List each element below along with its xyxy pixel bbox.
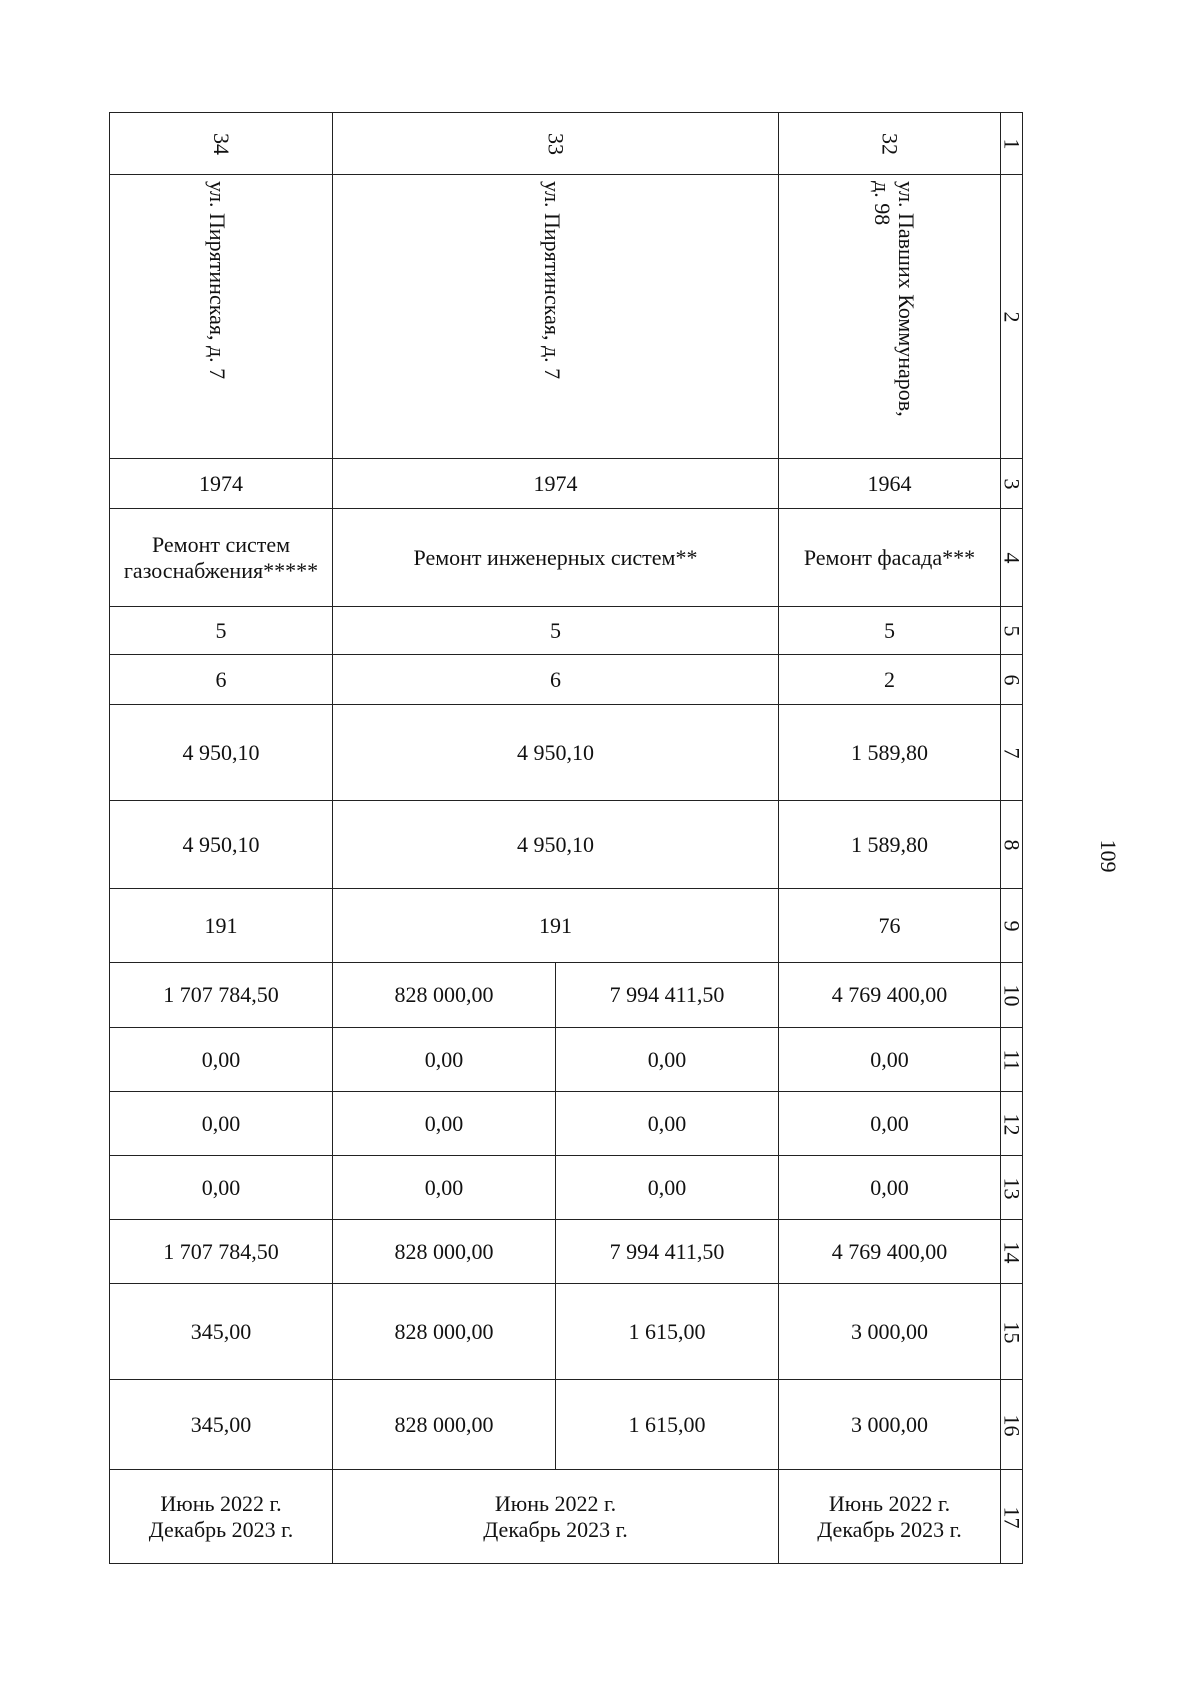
row-34-period: Июнь 2022 г. Декабрь 2023 г. [110, 1470, 333, 1564]
row-33-col10-b: 7 994 411,50 [556, 963, 779, 1028]
row-34-col15: 345,00 [110, 1284, 333, 1380]
column-index-7: 7 [1001, 705, 1023, 801]
row-34-col13: 0,00 [110, 1156, 333, 1220]
row-33-col7: 4 950,10 [333, 705, 779, 801]
row-32-col16: 3 000,00 [779, 1380, 1001, 1470]
row-33-col13-a: 0,00 [333, 1156, 556, 1220]
row-32-number: 32 [779, 113, 1001, 175]
column-index-8: 8 [1001, 801, 1023, 889]
row-33-col10-a: 828 000,00 [333, 963, 556, 1028]
row-34-col12: 0,00 [110, 1092, 333, 1156]
row-34-col16: 345,00 [110, 1380, 333, 1470]
column-index-1: 1 [1001, 113, 1023, 175]
column-index-13: 13 [1001, 1156, 1023, 1220]
column-index-15: 15 [1001, 1284, 1023, 1380]
row-33-col9: 191 [333, 889, 779, 963]
column-index-6: 6 [1001, 655, 1023, 705]
data-table [109, 112, 1023, 1564]
row-34-number: 34 [110, 113, 333, 175]
row-32-address: ул. Павших Коммунаров, д. 98 [779, 175, 1001, 459]
column-index-16: 16 [1001, 1380, 1023, 1470]
row-32-col13: 0,00 [779, 1156, 1001, 1220]
row-33-col15-b: 1 615,00 [556, 1284, 779, 1380]
column-index-12: 12 [1001, 1092, 1023, 1156]
row-33-col15-a: 828 000,00 [333, 1284, 556, 1380]
row-34-col6: 6 [110, 655, 333, 705]
row-33-col8: 4 950,10 [333, 801, 779, 889]
column-index-3: 3 [1001, 459, 1023, 509]
row-33-col16-a: 828 000,00 [333, 1380, 556, 1470]
column-index-10: 10 [1001, 963, 1023, 1028]
row-32-col7: 1 589,80 [779, 705, 1001, 801]
row-33-col14-a: 828 000,00 [333, 1220, 556, 1284]
row-33-number: 33 [333, 113, 779, 175]
row-33-col11-b: 0,00 [556, 1028, 779, 1092]
row-32-period: Июнь 2022 г. Декабрь 2023 г. [779, 1470, 1001, 1564]
column-index-17: 17 [1001, 1470, 1023, 1564]
row-33-col11-a: 0,00 [333, 1028, 556, 1092]
row-32-col12: 0,00 [779, 1092, 1001, 1156]
column-index-4: 4 [1001, 509, 1023, 607]
row-34-col10: 1 707 784,50 [110, 963, 333, 1028]
row-34-col7: 4 950,10 [110, 705, 333, 801]
row-33-period: Июнь 2022 г. Декабрь 2023 г. [333, 1470, 779, 1564]
row-32-col9: 76 [779, 889, 1001, 963]
row-32-col15: 3 000,00 [779, 1284, 1001, 1380]
row-33-year: 1974 [333, 459, 779, 509]
row-33-work-type: Ремонт инженерных систем** [333, 509, 779, 607]
row-33-col6: 6 [333, 655, 779, 705]
row-32-col8: 1 589,80 [779, 801, 1001, 889]
row-33-col12-b: 0,00 [556, 1092, 779, 1156]
row-33-col13-b: 0,00 [556, 1156, 779, 1220]
row-34-col14: 1 707 784,50 [110, 1220, 333, 1284]
row-32-col6: 2 [779, 655, 1001, 705]
column-index-14: 14 [1001, 1220, 1023, 1284]
row-34-col5: 5 [110, 607, 333, 655]
row-33-col14-b: 7 994 411,50 [556, 1220, 779, 1284]
column-index-2: 2 [1001, 175, 1023, 459]
row-33-col16-b: 1 615,00 [556, 1380, 779, 1470]
row-33-col12-a: 0,00 [333, 1092, 556, 1156]
row-34-col11: 0,00 [110, 1028, 333, 1092]
row-34-col9: 191 [110, 889, 333, 963]
row-32-col11: 0,00 [779, 1028, 1001, 1092]
row-34-address: ул. Пирятинская, д. 7 [110, 175, 333, 459]
column-index-9: 9 [1001, 889, 1023, 963]
row-32-col10: 4 769 400,00 [779, 963, 1001, 1028]
row-32-work-type: Ремонт фасада*** [779, 509, 1001, 607]
row-34-year: 1974 [110, 459, 333, 509]
row-34-work-type: Ремонт систем газоснабжения***** [110, 509, 333, 607]
column-index-11: 11 [1001, 1028, 1023, 1092]
row-32-col5: 5 [779, 607, 1001, 655]
row-33-col5: 5 [333, 607, 779, 655]
row-32-col14: 4 769 400,00 [779, 1220, 1001, 1284]
column-index-5: 5 [1001, 607, 1023, 655]
row-34-col8: 4 950,10 [110, 801, 333, 889]
page-number: 109 [1096, 839, 1121, 873]
row-33-address: ул. Пирятинская, д. 7 [333, 175, 779, 459]
row-32-year: 1964 [779, 459, 1001, 509]
